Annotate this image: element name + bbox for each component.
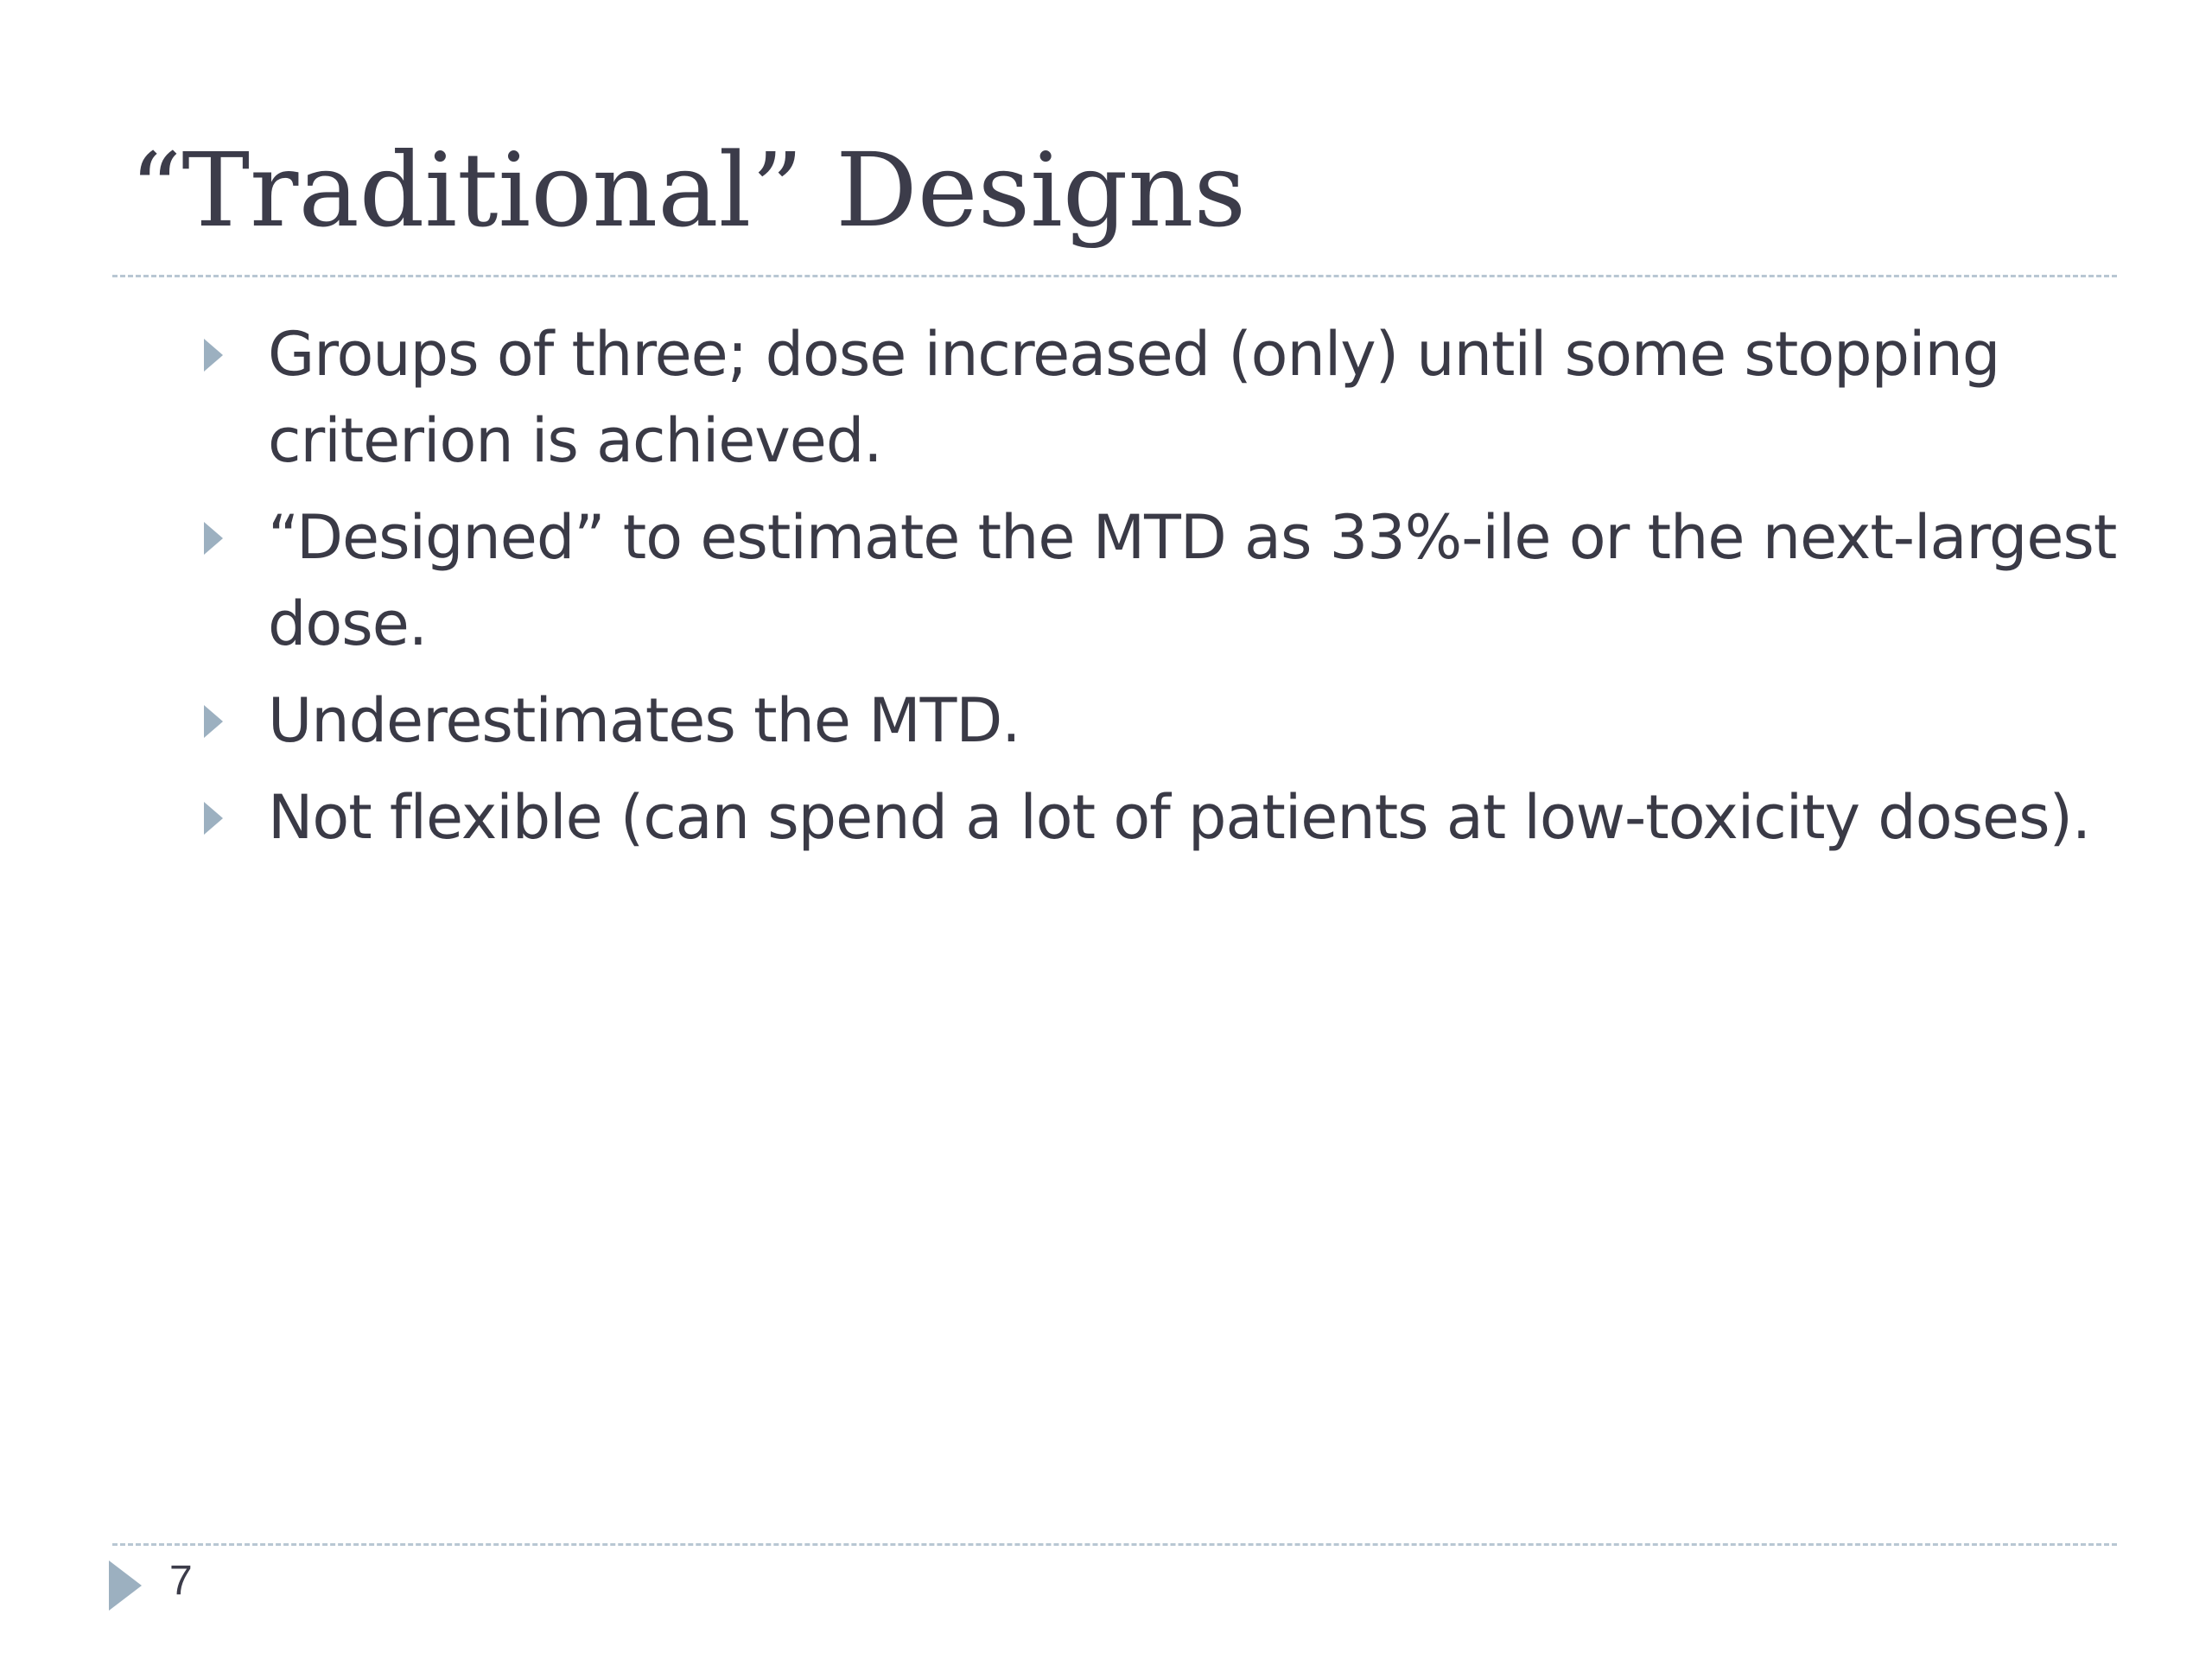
triangle-right-icon <box>204 339 223 372</box>
bullet-item <box>200 494 2127 667</box>
bullet-item <box>200 311 2127 484</box>
bullet-text: Not flexible (can spend a lot of patients at low-toxicity doses). <box>268 782 2091 853</box>
triangle-right-icon <box>204 522 223 555</box>
triangle-right-icon <box>204 705 223 738</box>
bullet-item <box>200 677 2127 764</box>
title-divider <box>112 275 2117 277</box>
triangle-right-icon <box>109 1560 142 1611</box>
bullet-list <box>200 311 2127 871</box>
bullet-text: Underestimates the MTD. <box>268 685 1020 756</box>
bullet-text: Groups of three; dose increased (only) until some stopping criterion is achieved. <box>268 319 2000 476</box>
slide-title: “Traditional” Designs <box>130 130 1247 250</box>
bullet-text: “Designed” to estimate the MTD as 33%-ile or the next-largest dose. <box>268 502 2117 659</box>
triangle-right-icon <box>204 802 223 835</box>
footer-divider <box>112 1543 2117 1546</box>
page-number: 7 <box>169 1558 193 1604</box>
bullet-item <box>200 774 2127 861</box>
